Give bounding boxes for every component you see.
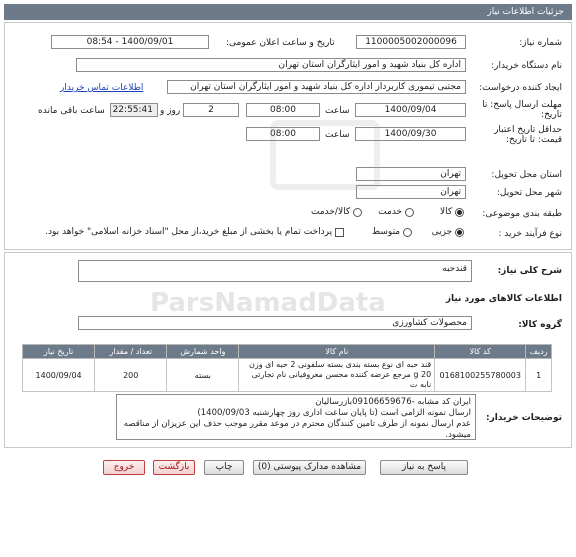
attachments-button[interactable]: مشاهده مدارک پیوستی (0) bbox=[253, 460, 366, 475]
city-field: تهران bbox=[356, 185, 466, 199]
cell-code: 0168100255780003 bbox=[435, 359, 526, 392]
need-number-field: 1100005002000096 bbox=[356, 35, 466, 49]
cell-index: 1 bbox=[526, 359, 552, 392]
city-label: شهر محل تحویل: bbox=[496, 188, 562, 198]
radio-selected-icon[interactable] bbox=[455, 208, 464, 217]
col-unit: واحد شمارش bbox=[167, 345, 239, 359]
reply-time-label: ساعت bbox=[325, 106, 350, 116]
process-option-partial[interactable]: جزیی bbox=[432, 227, 464, 238]
category-option-service[interactable]: خدمت bbox=[378, 207, 414, 218]
notes-line: ایران کد مشابه -09106659676بازرسالیان bbox=[315, 397, 471, 407]
col-index: ردیف bbox=[526, 345, 552, 359]
summary-field: قندحبه bbox=[78, 260, 472, 282]
province-label: استان محل تحویل: bbox=[491, 170, 562, 180]
contact-info-link[interactable]: اطلاعات تماس خریدار bbox=[60, 83, 144, 93]
notes-line: ارسال نمونه الزامی است (تا پایان ساعت اداری روز چهارشنبه 1400/09/03) bbox=[197, 408, 471, 418]
cell-date: 1400/09/04 bbox=[23, 359, 95, 392]
exit-button[interactable]: خروج bbox=[103, 460, 145, 475]
col-date: تاریخ نیاز bbox=[23, 345, 95, 359]
goods-group-label: گروه کالا: bbox=[518, 320, 562, 330]
goods-info-title: اطلاعات کالاهای مورد نیاز bbox=[445, 294, 562, 304]
checkbox-icon[interactable] bbox=[335, 228, 344, 237]
days-label: روز و bbox=[160, 106, 181, 116]
creator-field: مجتبی تیموری کاربرداز اداره کل بنیاد شهید و امور ایثارگران استان تهران bbox=[167, 80, 466, 94]
col-code: کد کالا bbox=[435, 345, 526, 359]
cell-unit: بسته bbox=[167, 359, 239, 392]
radio-icon[interactable] bbox=[353, 208, 362, 217]
reply-deadline-label: مهلت ارسال پاسخ: تا تاریخ: bbox=[482, 100, 562, 120]
buyer-notes-box bbox=[116, 394, 476, 440]
radio-icon[interactable] bbox=[405, 208, 414, 217]
goods-table bbox=[22, 344, 552, 392]
process-label: نوع فرآیند خرید : bbox=[498, 229, 562, 239]
need-number-label: شماره نیاز: bbox=[519, 38, 562, 48]
radio-selected-icon[interactable] bbox=[455, 228, 464, 237]
days-field: 2 bbox=[183, 103, 239, 117]
buyer-org-field: اداره کل بنیاد شهید و امور ایثارگران استان تهران bbox=[76, 58, 466, 72]
reply-button[interactable]: پاسخ به نیاز bbox=[380, 460, 468, 475]
province-field: تهران bbox=[356, 167, 466, 181]
cell-qty: 200 bbox=[95, 359, 167, 392]
watermark-logo: ParsNamadData bbox=[150, 288, 386, 318]
print-button[interactable]: چاپ bbox=[204, 460, 244, 475]
announce-field: 1400/09/01 - 08:54 bbox=[51, 35, 209, 49]
notes-line: عدم ارسال نمونه از طرف تامین کنندگان محترم در موعد مقرر موجب حذف این عزیزان از مناقصه میشود. bbox=[123, 419, 471, 440]
cell-name: قند حبه ای نوع بسته بندی بسته سلفونی 2 حبه ای وزن 20 g مرجع عرضه کننده محسن معروفیانی نام تجارتی نابه ت bbox=[239, 359, 435, 392]
goods-group-field: محصولات کشاورزی bbox=[78, 316, 472, 330]
category-option-goods-service[interactable]: کالا/خدمت bbox=[311, 207, 362, 218]
validity-date-field: 1400/09/30 bbox=[355, 127, 466, 141]
validity-time-label: ساعت bbox=[325, 130, 350, 140]
summary-label: شرح کلی نیاز: bbox=[497, 266, 562, 276]
col-name: نام کالا bbox=[239, 345, 435, 359]
remaining-time-field: 22:55:41 bbox=[110, 103, 158, 117]
radio-icon[interactable] bbox=[403, 228, 412, 237]
reply-date-field: 1400/09/04 bbox=[355, 103, 466, 117]
back-button[interactable]: بازگشت bbox=[153, 460, 195, 475]
page-title: جزئیات اطلاعات نیاز bbox=[487, 7, 564, 17]
reply-time-field: 08:00 bbox=[246, 103, 320, 117]
category-label: طبقه بندی موضوعی: bbox=[482, 209, 562, 219]
col-qty: تعداد / مقدار bbox=[95, 345, 167, 359]
process-option-medium[interactable]: متوسط bbox=[372, 227, 412, 238]
page-header bbox=[4, 4, 572, 20]
treasury-payment-option[interactable]: پرداخت تمام یا بخشی از مبلغ خرید،از محل "اسناد خزانه اسلامی" خواهد بود. bbox=[45, 227, 344, 238]
validity-time-field: 08:00 bbox=[246, 127, 320, 141]
creator-label: ایجاد کننده درخواست: bbox=[479, 83, 562, 93]
remaining-time-label: ساعت باقی مانده bbox=[38, 106, 105, 116]
category-option-goods[interactable]: کالا bbox=[440, 207, 464, 218]
announce-label: تاریخ و ساعت اعلان عمومی: bbox=[226, 38, 335, 48]
buyer-notes-label: توضیحات خریدار: bbox=[486, 413, 562, 423]
min-validity-label: حداقل تاریخ اعتبار قیمت: تا تاریخ: bbox=[494, 125, 562, 145]
buyer-org-label: نام دستگاه خریدار: bbox=[491, 61, 562, 71]
table-row[interactable] bbox=[23, 359, 552, 392]
